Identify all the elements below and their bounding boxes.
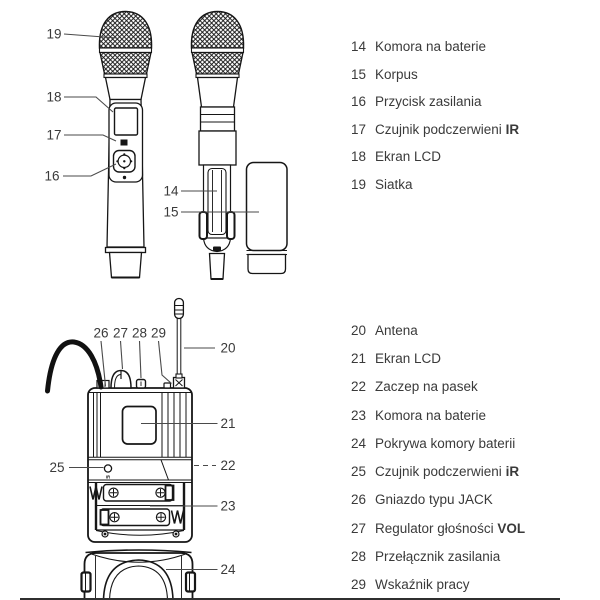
mic-ir-sensor xyxy=(121,140,128,146)
legend-item-label: Przycisk zasilania xyxy=(375,94,482,110)
bodypack-lcd-screen xyxy=(123,407,157,445)
legend-item xyxy=(348,457,593,485)
legend-item-number: 16 xyxy=(350,94,366,110)
mic-grille-icon xyxy=(99,12,151,49)
legend-item-label: Zaczep na pasek xyxy=(375,379,478,395)
legend-item xyxy=(348,61,593,89)
legend-item xyxy=(348,344,593,372)
callout-23: 23 xyxy=(220,498,236,514)
legend-item-label: Ekran LCD xyxy=(375,350,442,366)
legend-item-number: 20 xyxy=(350,322,366,338)
callout-26: 26 xyxy=(93,325,109,341)
callout-17: 17 xyxy=(46,127,62,143)
legend-bodypack xyxy=(348,316,593,599)
callout-28: 28 xyxy=(131,325,148,341)
mic-sleeve xyxy=(247,163,288,274)
legend-item-number: 14 xyxy=(350,39,366,55)
legend-item-label: Czujnik podczerwieni IR xyxy=(375,121,520,137)
legend-item xyxy=(348,316,593,344)
legend-item xyxy=(348,373,593,401)
legend-item-label: Komora na baterie xyxy=(375,407,487,423)
legend-handheld-mic xyxy=(348,33,593,198)
legend-item-label: Przełącznik zasilania xyxy=(375,549,501,565)
callout-27: 27 xyxy=(112,325,129,341)
callout-21: 21 xyxy=(220,416,236,431)
legend-item-number: 26 xyxy=(350,492,366,508)
callout-24: 24 xyxy=(220,562,236,577)
legend-item-label: Gniazdo typu JACK xyxy=(375,492,493,508)
legend-item xyxy=(348,429,593,457)
legend-item-number: 24 xyxy=(350,435,366,451)
legend-item-label: Wskaźnik pracy xyxy=(375,577,470,593)
callout-19: 19 xyxy=(46,26,62,42)
legend-item xyxy=(348,542,593,570)
ir-mark-label: IR xyxy=(105,474,111,480)
handheld-mic-exploded xyxy=(191,12,243,280)
callout-25: 25 xyxy=(49,460,65,475)
legend-item-number: 25 xyxy=(350,464,366,480)
work-indicator xyxy=(164,383,171,388)
bodypack-transmitter xyxy=(48,299,196,600)
legend-item-number: 17 xyxy=(350,121,366,137)
legend-item xyxy=(348,171,593,199)
callout-15: 15 xyxy=(163,204,179,220)
handheld-mic-front xyxy=(99,12,151,278)
legend-item xyxy=(348,486,593,514)
callout-14: 14 xyxy=(163,183,179,199)
legend-item xyxy=(348,571,593,599)
legend-item-label: Antena xyxy=(375,322,418,338)
callout-18: 18 xyxy=(46,89,62,105)
mic-battery-compartment xyxy=(200,165,235,252)
legend-item xyxy=(348,33,593,61)
legend-item-number: 21 xyxy=(350,350,366,366)
legend-item-number: 27 xyxy=(350,520,366,536)
legend-item-number: 29 xyxy=(350,577,366,593)
legend-item xyxy=(348,88,593,116)
legend-item-label: Komora na baterie xyxy=(375,39,487,55)
antenna xyxy=(174,299,185,389)
legend-item-label: Czujnik podczerwieni iR xyxy=(375,464,520,480)
legend-item-number: 23 xyxy=(350,407,366,423)
battery-cover xyxy=(82,550,196,600)
legend-item-label: Pokrywa komory baterii xyxy=(375,435,516,451)
mic-lcd-screen xyxy=(115,108,138,135)
legend-item-label: Korpus xyxy=(375,66,418,82)
legend-item xyxy=(348,143,593,171)
legend-item-number: 15 xyxy=(350,66,366,82)
legend-item-number: 22 xyxy=(350,379,366,395)
jack-cable xyxy=(48,342,102,391)
callout-29: 29 xyxy=(150,325,167,341)
legend-item-number: 19 xyxy=(350,176,366,192)
volume-knob xyxy=(111,371,131,389)
legend-item xyxy=(348,401,593,429)
mic-power-button xyxy=(114,151,136,173)
legend-item-label: Siatka xyxy=(375,176,413,192)
mic-grille-icon xyxy=(191,12,243,49)
callout-20: 20 xyxy=(220,340,236,356)
callout-16: 16 xyxy=(44,168,60,184)
legend-item-label: Ekran LCD xyxy=(375,149,442,165)
legend-item xyxy=(348,514,593,542)
legend-item xyxy=(348,116,593,144)
legend-item-number: 18 xyxy=(350,149,366,165)
legend-item-number: 28 xyxy=(350,549,366,565)
legend-item-label: Regulator głośności VOL xyxy=(375,520,526,536)
callout-22: 22 xyxy=(220,458,236,473)
